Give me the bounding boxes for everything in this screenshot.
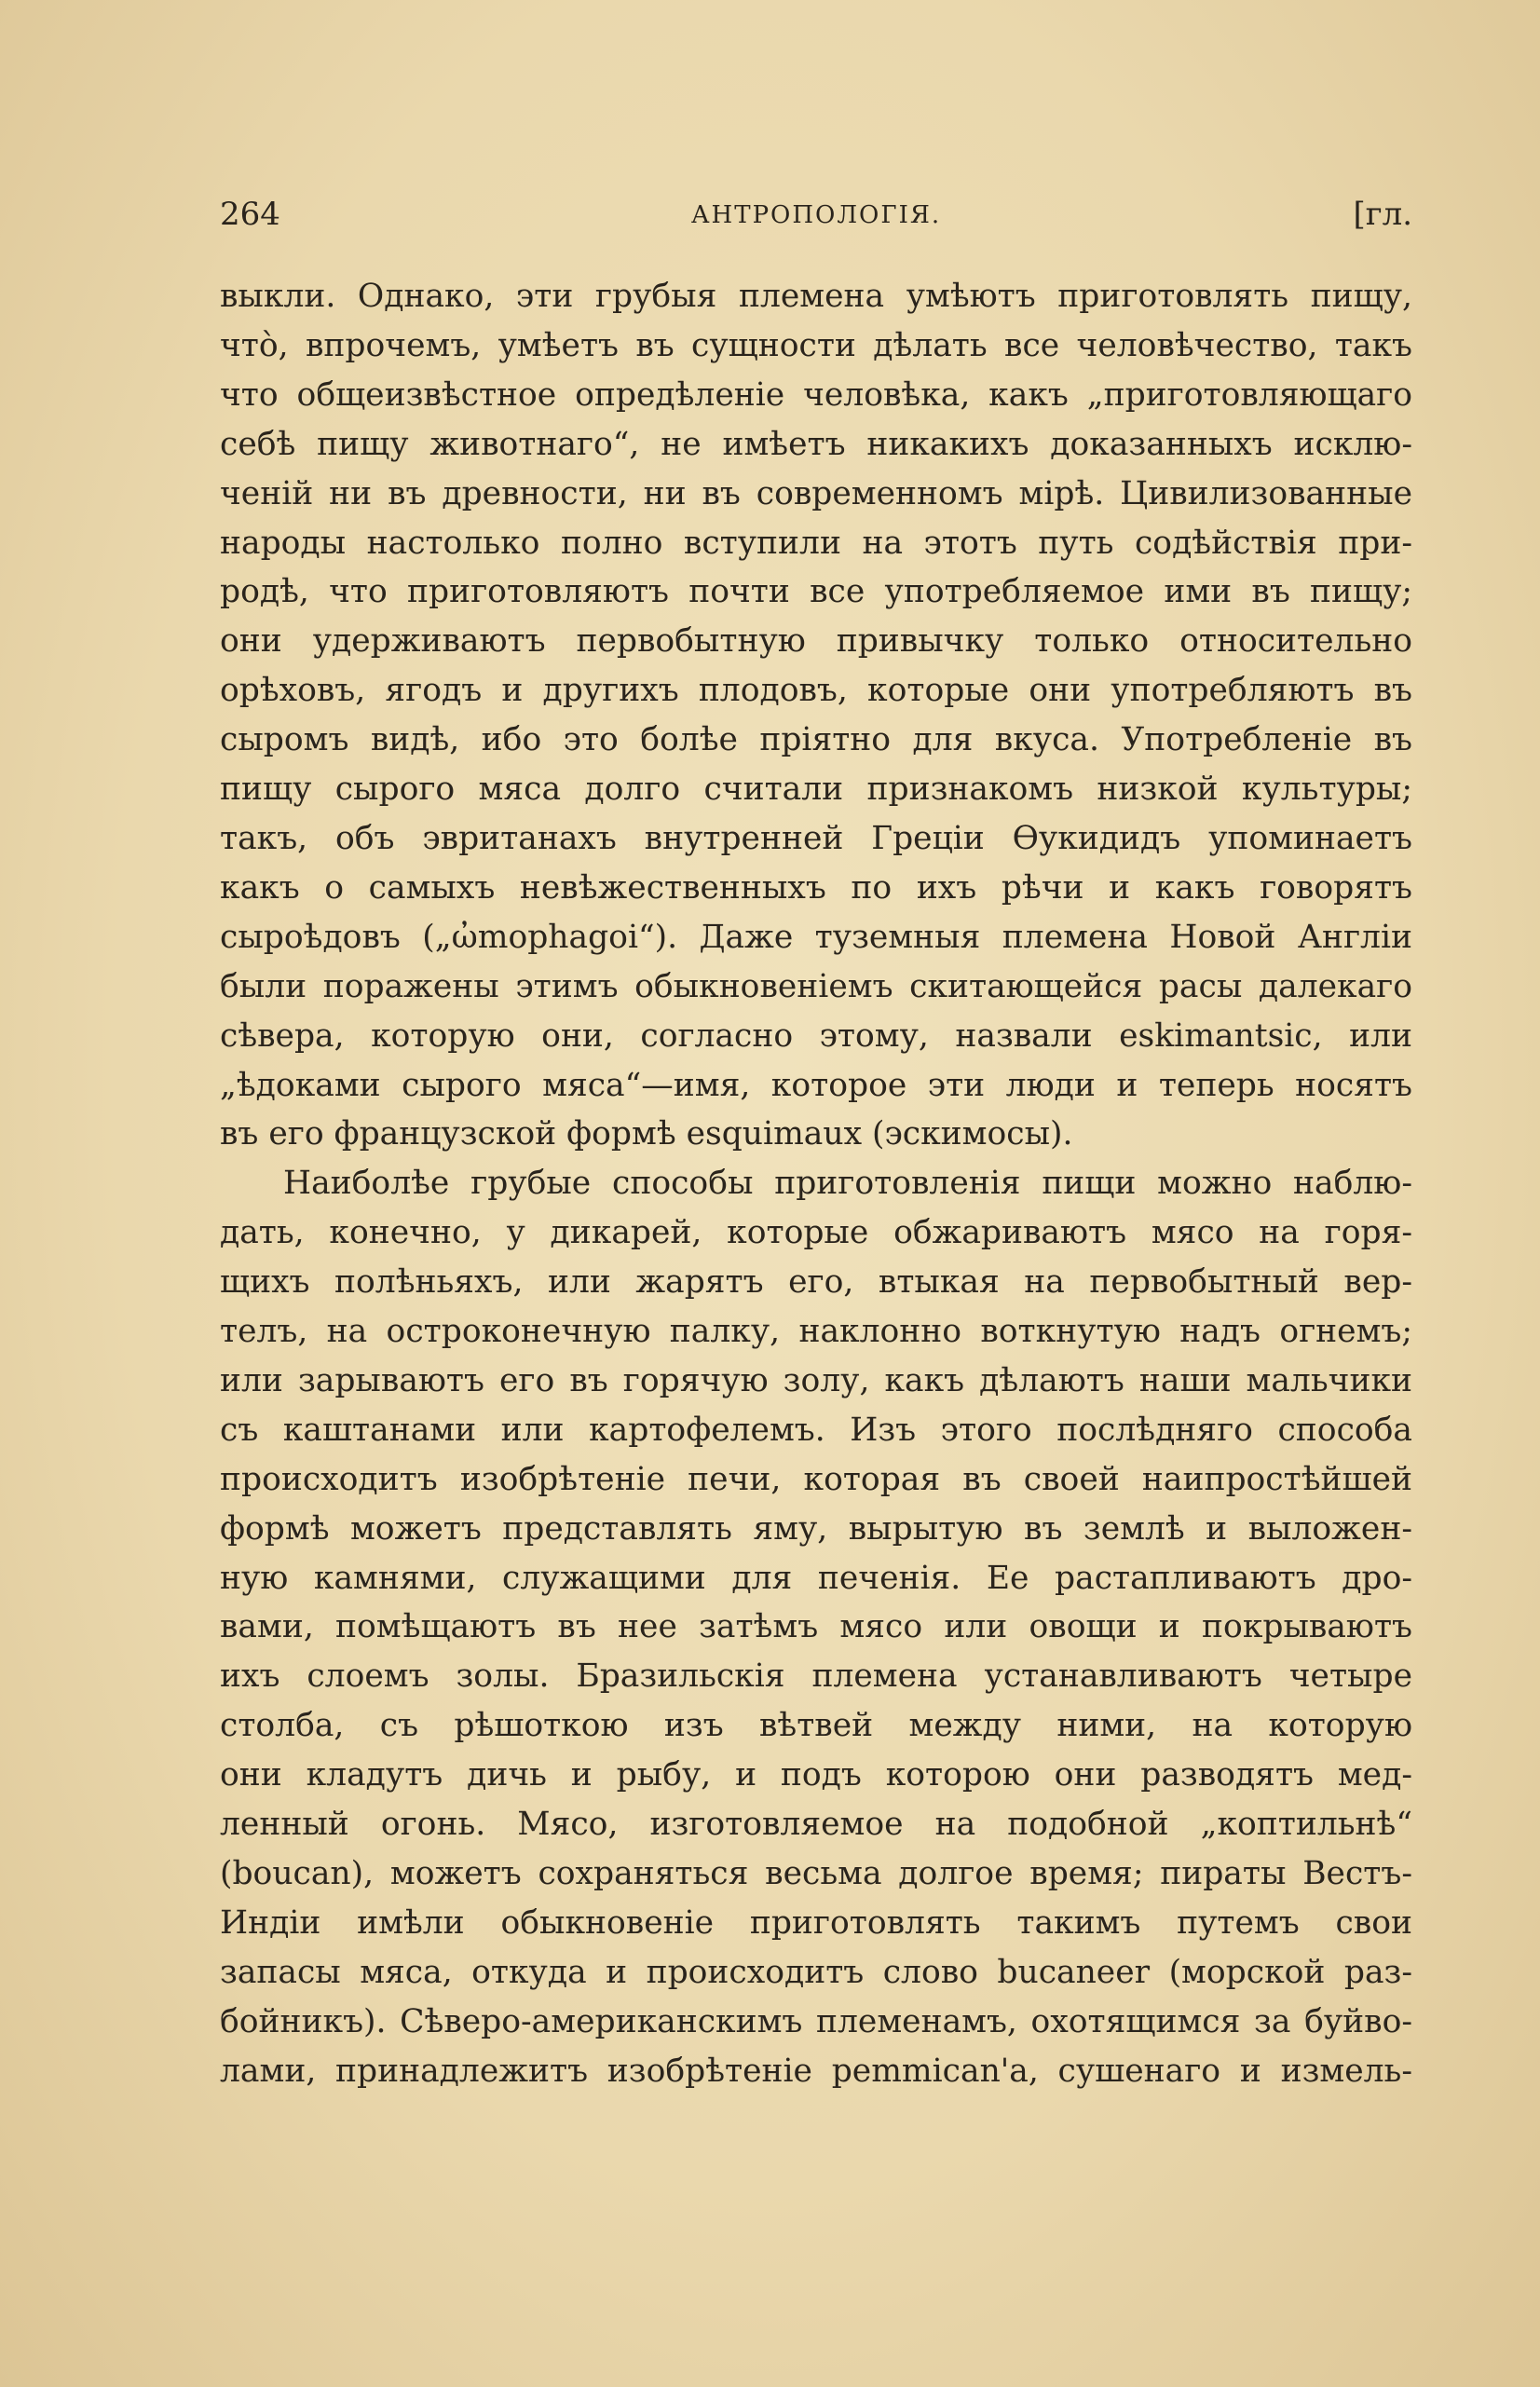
text-line: такъ, объ эвританахъ внутренней Греціи Ѳукидидъ упоминаетъ [220,819,1412,857]
text-line: запасы мяса, откуда и происходитъ слово bucaneer (морской раз- [220,1953,1412,1991]
text-line: дать, конечно, у дикарей, которые обжариваютъ мясо на горя- [220,1214,1412,1252]
paragraph-end-line: въ его французской формѣ esquimaux (эскимосы). [220,1115,1073,1153]
text-line: они кладутъ дичь и рыбу, и подъ которою они разводятъ мед- [220,1756,1412,1794]
text-line: пищу сырого мяса долго считали признакомъ низкой культуры; [220,771,1412,809]
text-line: бойникъ). Сѣверо-американскимъ племенамъ, охотящимся за буйво- [220,2002,1412,2040]
running-title: АНТРОПОЛОГІЯ. [690,201,942,229]
text-line: столба, съ рѣшоткою изъ вѣтвей между ними, на которую [220,1707,1412,1745]
text-line: (boucan), можетъ сохраняться весьма долгое время; пираты Вестъ- [220,1855,1412,1892]
text-line: происходитъ изобрѣтеніе печи, которая въ своей наипростѣйшей [220,1460,1412,1498]
text-line: формѣ можетъ представлять яму, вырытую въ землѣ и выложен- [220,1509,1412,1548]
text-line: родѣ, что приготовляютъ почти все употребляемое ими въ пищу; [220,573,1412,611]
text-line: лами, принадлежитъ изобрѣтеніе pemmican'а, сушенаго и измель- [220,2052,1412,2090]
text-line: сѣвера, которую они, согласно этому, назвали eskimantsic, или [220,1016,1412,1055]
text-line: орѣховъ, ягодъ и другихъ плодовъ, которые они употребляютъ въ [220,672,1412,710]
text-line: съ каштанами или картофелемъ. Изъ этого послѣдняго способа [220,1411,1412,1449]
text-line: что общеизвѣстное опредѣленіе человѣка, какъ „приготовляющаго [220,375,1412,414]
page-header [220,196,1412,242]
text-line: себѣ пищу животнаго“, не имѣетъ никакихъ доказанныхъ исклю- [220,425,1412,463]
text-line: сыромъ видѣ, ибо это болѣе пріятно для вкуса. Употребленіе въ [220,721,1412,759]
text-line: телъ, на остроконечную палку, наклонно воткнутую надъ огнемъ; [220,1313,1412,1351]
chapter-reference: [гл. [1353,196,1412,233]
text-line: вами, помѣщаютъ въ нее затѣмъ мясо или овощи и покрываютъ [220,1608,1412,1646]
text-line: ленный огонь. Мясо, изготовляемое на подобной „коптильнѣ“ [220,1806,1412,1844]
text-line: народы настолько полно вступили на этотъ путь содѣйствія при- [220,524,1412,562]
text-line: были поражены этимъ обыкновеніемъ скитающейся расы далекаго [220,967,1412,1005]
text-line: какъ о самыхъ невѣжественныхъ по ихъ рѣчи и какъ говорятъ [220,868,1412,907]
text-line: сыроѣдовъ („ὠmophagoi“). Даже туземныя племена Новой Англіи [220,918,1412,956]
text-line: щихъ полѣньяхъ, или жарятъ его, втыкая на первобытный вер- [220,1263,1412,1302]
text-line: Индіи имѣли обыкновеніе приготовлять такимъ путемъ свои [220,1903,1412,1942]
text-line: они удерживаютъ первобытную привычку только относительно [220,622,1412,661]
text-line: или зарываютъ его въ горячую золу, какъ дѣлаютъ наши мальчики [220,1361,1412,1399]
text-line: ихъ слоемъ золы. Бразильскія племена устанавливаютъ четыре [220,1657,1412,1696]
text-line: „ѣдоками сырого мяса“—имя, которое эти люди и теперь носятъ [220,1066,1412,1104]
page-number: 264 [220,196,280,233]
text-line: ченій ни въ древности, ни въ современномъ мірѣ. Цивилизованные [220,474,1412,512]
text-line: что̀, впрочемъ, умѣетъ въ сущности дѣлать все человѣчество, такъ [220,326,1412,364]
text-line: ную камнями, служащими для печенія. Ее растапливаютъ дро- [220,1559,1412,1597]
body-text [220,272,1412,2096]
text-line: выкли. Однако, эти грубыя племена умѣютъ приготовлять пищу, [220,278,1412,315]
paragraph-start-line: Наиболѣе грубые способы приготовленія пищи можно наблю- [283,1165,1412,1203]
